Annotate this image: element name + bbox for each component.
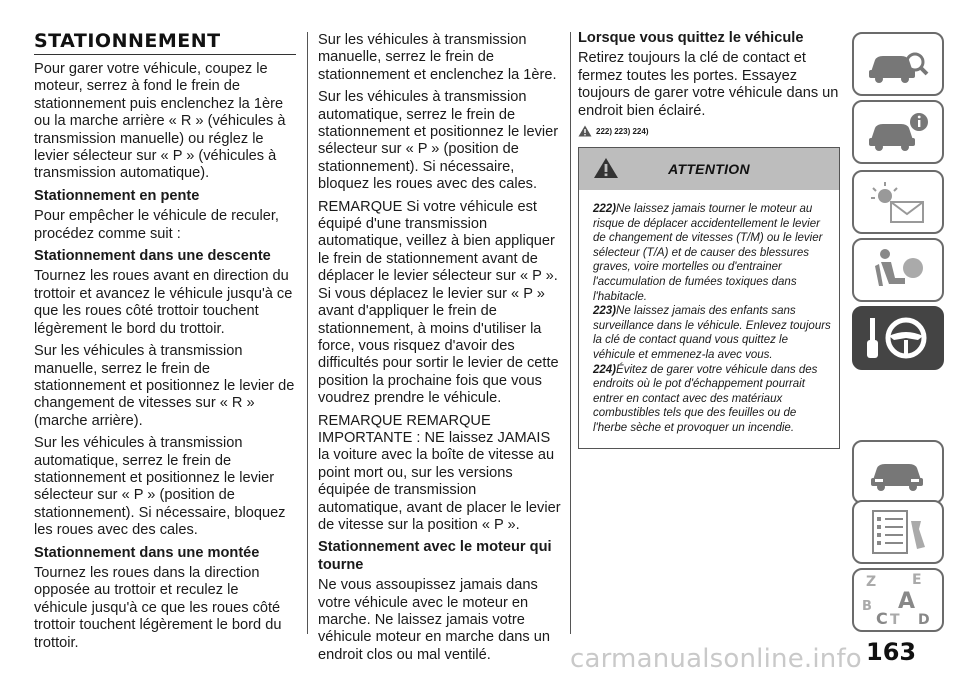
column-divider-1 bbox=[307, 32, 308, 634]
paragraph-remarque-1: REMARQUE Si votre véhicule est équipé d'une transmission automatique, veillez à bien appliquer le frein de stationnement avant de déplacer le levier sélecteur sur « P ». Si vous déplacez le levier sur « P » avant d'appliquer le frein de stationnement, à moins d'utiliser la force, vous risquez d'avoir des difficultés pour sortir le levier de cette position la prochaine fois que vous voudrez prendre le véhicule. bbox=[318, 198, 559, 407]
paragraph-descente-3: Sur les véhicules à transmission automatique, serrez le frein de stationnement et positionnez le levier sélecteur sur « P » (position de stationnement). Si nécessaire, bloquez les roues avec des cales. bbox=[34, 435, 286, 539]
warning-triangle-icon bbox=[578, 125, 592, 137]
alphabetical-index-icon bbox=[858, 572, 938, 628]
warning-references bbox=[578, 125, 840, 137]
paragraph-pente: Pour empêcher le véhicule de reculer, procédez comme suit : bbox=[34, 208, 279, 242]
column-divider-2 bbox=[570, 32, 571, 634]
tab-airbag-seat[interactable] bbox=[852, 238, 944, 302]
heading-moteur: Stationnement avec le moteur qui tourne bbox=[318, 539, 552, 573]
attention-body bbox=[579, 190, 839, 448]
paragraph-quitter: Retirez toujours la clé de contact et fermez toutes les portes. Essayez toujours de garer votre véhicule dans un endroit bien éclairé. bbox=[578, 50, 839, 119]
warning-lights-icon bbox=[865, 178, 931, 226]
index-letter-c: C bbox=[876, 609, 888, 628]
index-letter-b: B bbox=[862, 599, 872, 614]
paragraph-montee-manual: Sur les véhicules à transmission manuelle, serrez le frein de stationnement et enclenchez la 1ère. bbox=[318, 32, 557, 83]
paragraph-montee-auto: Sur les véhicules à transmission automatique, serrez le frein de stationnement et positionnez le levier sélecteur sur « P » (position de stationnement). Si nécessaire, bloquez les roues avec des cales. bbox=[318, 89, 559, 193]
car-info-icon bbox=[865, 110, 931, 154]
watermark: carmanualsonline.info bbox=[570, 644, 862, 674]
tab-car-info[interactable] bbox=[852, 100, 944, 164]
index-letter-e: E bbox=[912, 572, 922, 588]
warning-reference-numbers: 222) 223) 224) bbox=[596, 126, 649, 136]
page-number: 163 bbox=[866, 638, 917, 666]
title-rule bbox=[34, 54, 296, 55]
key-steering-wheel-icon bbox=[862, 312, 934, 364]
attention-note-222: 222)Ne laissez jamais tourner le moteur au risque de déplacer accidentellement le levier de changement de vitesses (T/M) ou le levier sélecteur (T/A) et de causer des blessures graves, voire mortelles ou d'entrainer l'accumulation de fumées toxiques dans l'habitacle. bbox=[593, 203, 823, 303]
tab-car-breakdown[interactable] bbox=[852, 440, 944, 504]
index-letter-t: T bbox=[890, 612, 900, 628]
tab-maintenance-checklist[interactable] bbox=[852, 500, 944, 564]
heading-descente: Stationnement dans une descente bbox=[34, 248, 271, 265]
index-letter-d: D bbox=[918, 612, 930, 628]
maintenance-checklist-icon bbox=[865, 507, 931, 557]
attention-note-223: 223)Ne laissez jamais des enfants sans surveillance dans le véhicule. Enlevez toujours la clé de contact quand vous quittez le véhicule et emmenez-la avec vous. bbox=[593, 305, 831, 361]
index-letter-z: Z bbox=[866, 574, 877, 590]
car-breakdown-icon bbox=[865, 450, 931, 494]
section-title: STATIONNEMENT bbox=[34, 30, 221, 52]
heading-quitter: Lorsque vous quittez le véhicule bbox=[578, 30, 804, 46]
paragraph-descente-2: Sur les véhicules à transmission manuelle, serrez le frein de stationnement et positionnez le levier de changement de vitesses sur « R » (marche arrière). bbox=[34, 343, 295, 429]
tab-warning-lights[interactable] bbox=[852, 170, 944, 234]
attention-box bbox=[578, 147, 840, 449]
paragraph-intro: Pour garer votre véhicule, coupez le moteur, serrez à fond le frein de stationnement puis enclenchez la 1ère ou la marche arrière « R » (véhicules à transmission manuelle) ou réglez le levier sélecteur sur « P » (véhicules à transmission automatique). bbox=[34, 61, 286, 182]
index-letter-a: A bbox=[898, 589, 916, 614]
tab-car-magnifier[interactable] bbox=[852, 32, 944, 96]
attention-note-224: 224)Évitez de garer votre véhicule dans des endroits où le pot d'échappement pourrait entrer en contact avec des matériaux combustibles tels que des feuilles ou de l'herbe sèche et provoquer un incendie. bbox=[593, 363, 818, 434]
column-1 bbox=[34, 30, 296, 657]
tab-alphabetical-index[interactable] bbox=[852, 568, 944, 632]
paragraph-descente-1: Tournez les roues avant en direction du trottoir et avancez le véhicule jusqu'à ce que les roues côté trottoir touchent légèrement le bord du trottoir. bbox=[34, 268, 293, 337]
paragraph-moteur: Ne vous assoupissez jamais dans votre véhicule avec le moteur en marche. Ne laissez jamais votre véhicule moteur en marche dans un endroit clos ou mal ventilé. bbox=[318, 577, 551, 663]
attention-title: ATTENTION bbox=[668, 161, 750, 178]
column-2 bbox=[318, 32, 562, 669]
heading-pente: Stationnement en pente bbox=[34, 187, 200, 204]
tab-key-steering-wheel[interactable] bbox=[852, 306, 944, 370]
paragraph-montee: Tournez les roues dans la direction opposée au trottoir et reculez le véhicule jusqu'à ce que les roues côté trottoir touchent légèrement le bord du trottoir. bbox=[34, 564, 282, 651]
car-magnifier-icon bbox=[865, 42, 931, 86]
column-3 bbox=[578, 30, 840, 449]
heading-montee: Stationnement dans une montée bbox=[34, 544, 260, 561]
airbag-seat-icon bbox=[865, 246, 931, 294]
warning-triangle-icon bbox=[593, 157, 619, 179]
attention-header bbox=[579, 148, 839, 190]
paragraph-remarque-2: REMARQUE REMARQUE IMPORTANTE : NE laissez JAMAIS la voiture avec la boîte de vitesse au point mort ou, sur les versions équipée de transmission automatique, avant de placer le levier de vitesse sur la position « P ». bbox=[318, 412, 561, 533]
